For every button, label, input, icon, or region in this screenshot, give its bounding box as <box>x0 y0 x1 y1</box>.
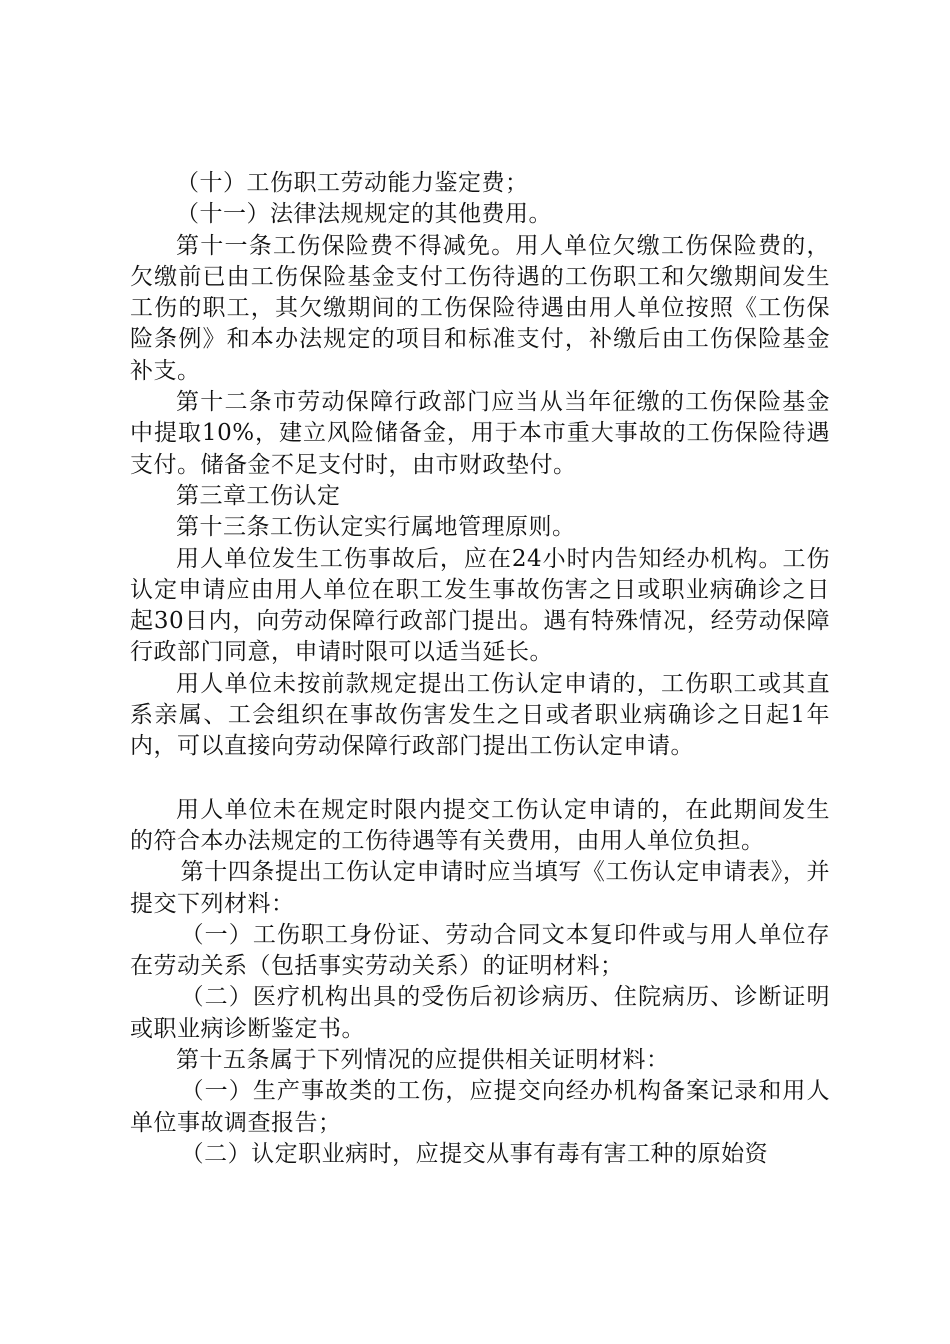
paragraph-article-15: 第十五条属于下列情况的应提供相关证明材料： <box>176 1047 670 1074</box>
paragraph-article-13-clause-3: 用人单位未在规定时限内提交工伤认定申请的，在此期间发生的符合本办法规定的工伤待遇等有关费用，由用人单位负担。 <box>130 796 830 854</box>
paragraph-article-14: 第十四条提出工伤认定申请时应当填写《工伤认定申请表》，并提交下列材料： <box>130 859 830 917</box>
paragraph-article-14-item-1: （一）工伤职工身份证、劳动合同文本复印件或与用人单位存在劳动关系（包括事实劳动关系）的证明材料； <box>130 921 830 980</box>
paragraph-article-13: 第十三条工伤认定实行属地管理原则。 <box>176 514 576 541</box>
paragraph-article-13-clause-1: 用人单位发生工伤事故后，应在24小时内告知经办机构。工伤认定申请应由用人单位在职工发生事故伤害之日或职业病确诊之日起30日内，向劳动保障行政部门提出。遇有特殊情况，经劳动保障行政部门同意，申请时限可以适当延长。 <box>130 545 830 666</box>
paragraph-item-10: （十）工伤职工劳动能力鉴定费； <box>176 170 529 196</box>
paragraph-article-15-item-1: （一）生产事故类的工伤，应提交向经办机构备案记录和用人单位事故调查报告； <box>130 1078 830 1136</box>
paragraph-item-11: （十一）法律法规规定的其他费用。 <box>176 201 552 228</box>
document-body <box>130 168 830 1170</box>
paragraph-article-14-item-2: （二）医疗机构出具的受伤后初诊病历、住院病历、诊断证明或职业病诊断鉴定书。 <box>130 984 830 1042</box>
paragraph-article-11: 第十一条工伤保险费不得减免。用人单位欠缴工伤保险费的，欠缴前已由工伤保险基金支付工伤待遇的工伤职工和欠缴期间发生工伤的职工，其欠缴期间的工伤保险待遇由用人单位按照《工伤保险条例》和本办法规定的项目和标准支付，补缴后由工伤保险基金补支。 <box>130 232 830 384</box>
paragraph-article-15-item-2: （二）认定职业病时，应提交从事有毒有害工种的原始资 <box>180 1140 769 1167</box>
chapter-heading: 第三章工伤认定 <box>176 482 341 509</box>
paragraph-article-13-clause-2: 用人单位未按前款规定提出工伤认定申请的，工伤职工或其直系亲属、工会组织在事故伤害发生之日或者职业病确诊之日起1年内，可以直接向劳动保障行政部门提出工伤认定申请。 <box>130 670 830 760</box>
paragraph-article-12: 第十二条市劳动保障行政部门应当从当年征缴的工伤保险基金中提取10%，建立风险储备金，用于本市重大事故的工伤保险待遇支付。储备金不足支付时，由市财政垫付。 <box>130 389 830 478</box>
